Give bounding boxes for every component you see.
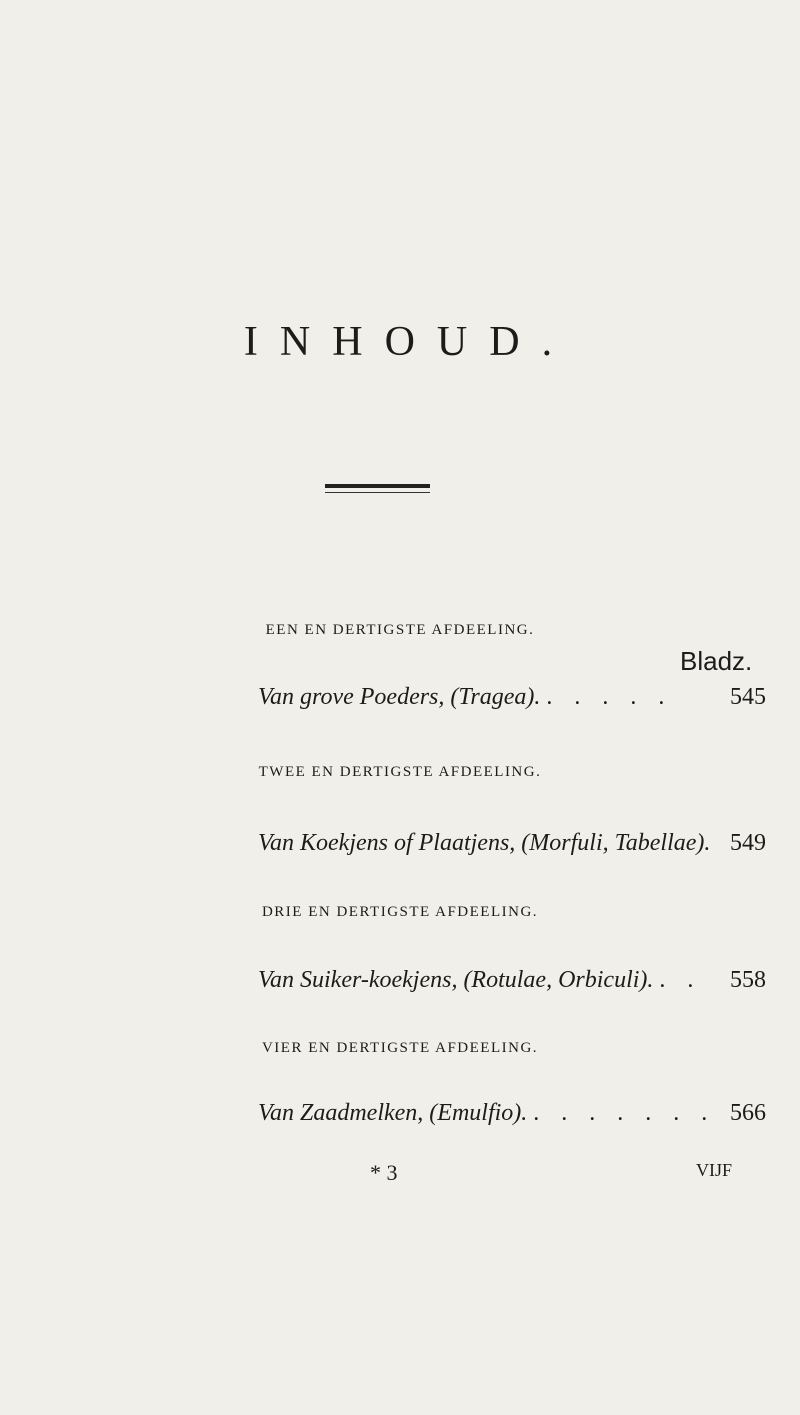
toc-entry-2 [258,830,766,857]
page-title: INHOUD. [243,319,575,365]
title-rule-thick [325,484,430,488]
toc-page-number: 566 [730,1100,766,1126]
toc-entry-text: Van Zaadmelken, (Emulfio). [258,1100,528,1126]
toc-entry-3 [258,967,766,994]
leader-dots: . . . . . . . [533,1100,716,1126]
leader-dots: . . . . . [546,684,673,710]
section-heading-2: TWEE EN DERTIGSTE AFDEELING. [258,764,542,780]
toc-entry-4 [258,1100,766,1127]
signature-mark: * 3 [370,1160,398,1185]
toc-entry-1 [258,684,766,711]
title-rule-thin [325,492,430,493]
toc-entry-text: Van Suiker-koekjens, (Rotulae, Orbiculi). [258,967,654,993]
page-column-label: Bladz. [680,646,753,676]
catchword: VIJF [696,1160,733,1180]
toc-entry-text: Van grove Poeders, (Tragea). [258,684,541,710]
section-heading-3: DRIE EN DERTIGSTE AFDEELING. [261,904,539,920]
toc-page-number: 545 [730,684,766,710]
section-heading-1: EEN EN DERTIGSTE AFDEELING. [265,622,535,638]
leader-dots: . . [659,967,702,993]
toc-page-number: 549 [730,830,766,856]
toc-page-number: 558 [730,967,766,993]
toc-entry-text: Van Koekjens of Plaatjens, (Morfuli, Tabellae). [258,830,711,856]
section-heading-4: VIER EN DERTIGSTE AFDEELING. [261,1040,539,1056]
